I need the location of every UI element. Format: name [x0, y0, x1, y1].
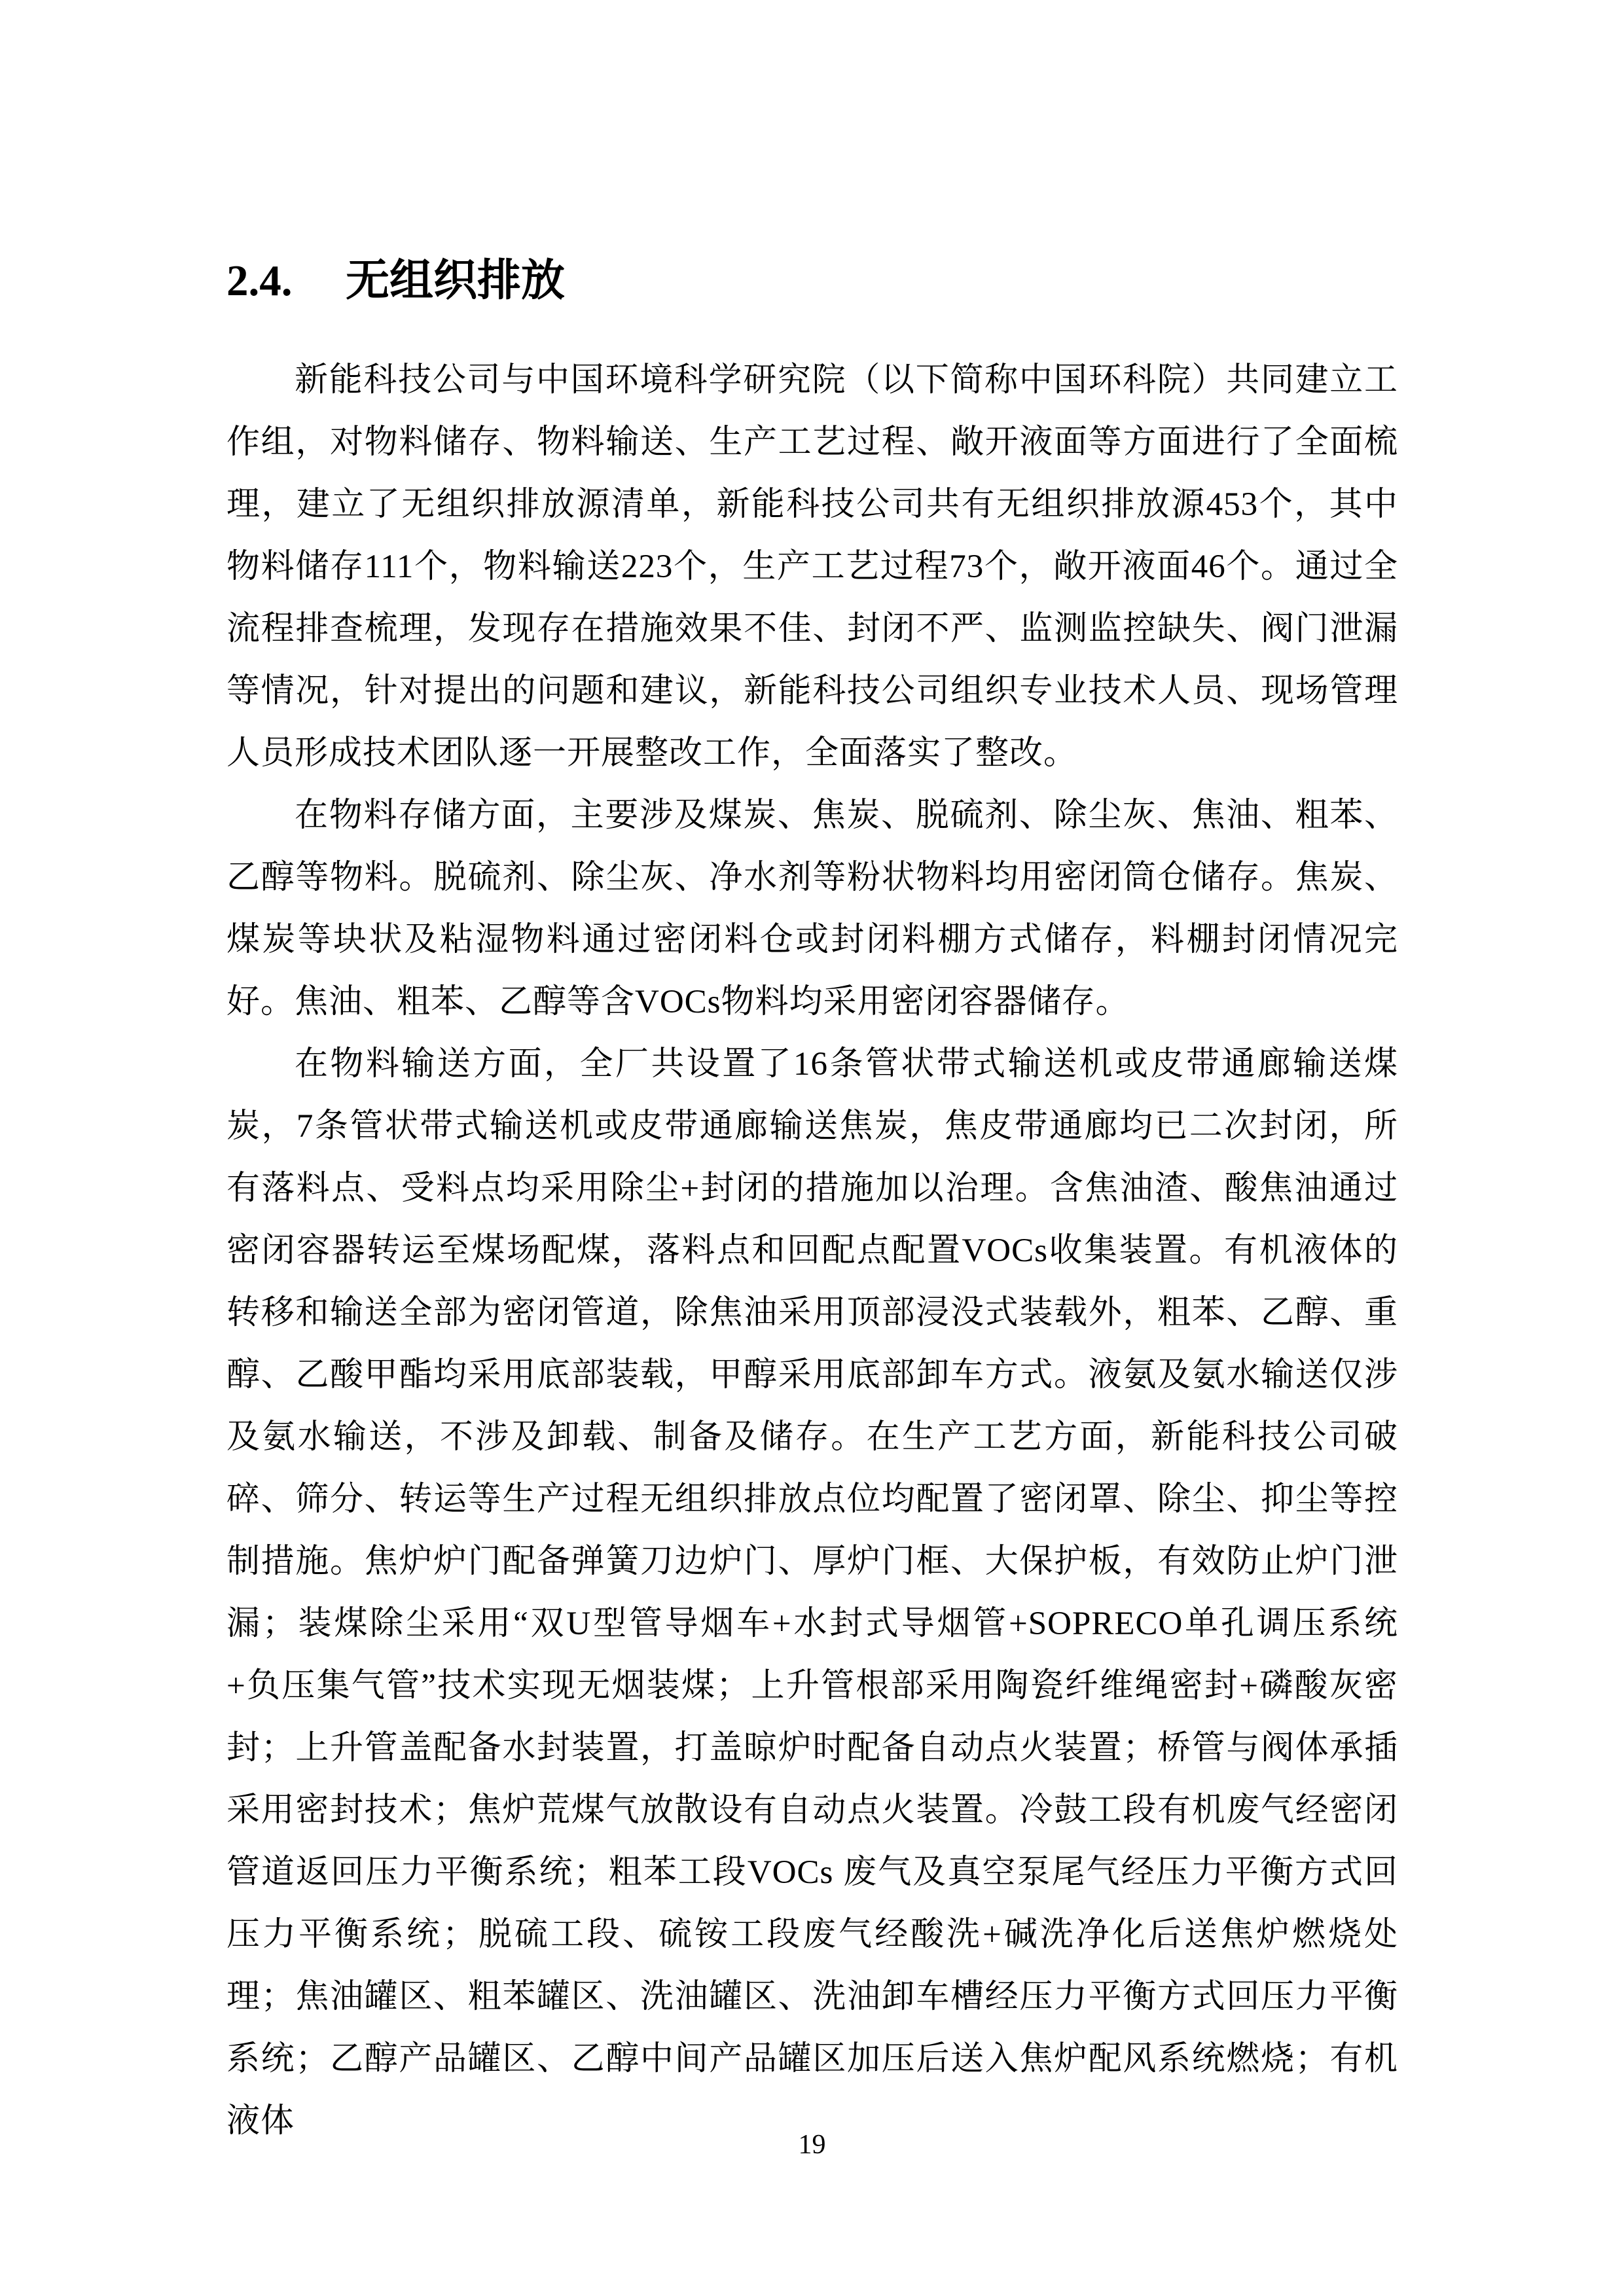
section-heading	[226, 254, 1398, 309]
paragraph-material-storage: 在物料存储方面，主要涉及煤炭、焦炭、脱硫剂、除尘灰、焦油、粗苯、乙醇等物料。脱硫剂、除尘灰、净水剂等粉状物料均用密闭筒仓储存。焦炭、煤炭等块状及粘湿物料通过密闭料仓或封闭料棚方式储存，料棚封闭情况完好。焦油、粗苯、乙醇等含VOCs物料均采用密闭容器储存。	[226, 797, 1398, 1020]
paragraph-overview: 新能科技公司与中国环境科学研究院（以下简称中国环科院）共同建立工作组，对物料储存、物料输送、生产工艺过程、敞开液面等方面进行了全面梳理，建立了无组织排放源清单，新能科技公司共有无组织排放源453个，其中物料储存111个，物料输送223个，生产工艺过程73个，敞开液面46个。通过全流程排查梳理，发现存在措施效果不佳、封闭不严、监测监控缺失、阀门泄漏等情况，针对提出的问题和建议，新能科技公司组织专业技术人员、现场管理人员形成技术团队逐一开展整改工作，全面落实了整改。	[226, 361, 1398, 772]
page-content	[226, 254, 1398, 2153]
section-title: 无组织排放	[346, 257, 565, 305]
section-number: 2.4.	[226, 257, 293, 305]
paragraph-material-transport: 在物料输送方面，全厂共设置了16条管状带式输送机或皮带通廊输送煤炭，7条管状带式输送机或皮带通廊输送焦炭，焦皮带通廊均已二次封闭，所有落料点、受料点均采用除尘+封闭的措施加以治理。含焦油渣、酸焦油通过密闭容器转运至煤场配煤，落料点和回配点配置VOCs收集装置。有机液体的转移和输送全部为密闭管道，除焦油采用顶部浸没式装载外，粗苯、乙醇、重醇、乙酸甲酯均采用底部装载，甲醇采用底部卸车方式。液氨及氨水输送仅涉及氨水输送，不涉及卸载、制备及储存。在生产工艺方面，新能科技公司破碎、筛分、转运等生产过程无组织排放点位均配置了密闭罩、除尘、抑尘等控制措施。焦炉炉门配备弹簧刀边炉门、厚炉门框、大保护板，有效防止炉门泄漏；装煤除尘采用“双U型管导烟车+水封式导烟管+SOPRECO单孔调压系统+负压集气管”技术实现无烟装煤；上升管根部采用陶瓷纤维绳密封+磷酸灰密封；上升管盖配备水封装置，打盖晾炉时配备自动点火装置；桥管与阀体承插采用密封技术；焦炉荒煤气放散设有自动点火装置。冷鼓工段有机废气经密闭管道返回压力平衡系统；粗苯工段VOCs 废气及真空泵尾气经压力平衡方式回压力平衡系统；脱硫工段、硫铵工段废气经酸洗+碱洗净化后送焦炉燃烧处理；焦油罐区、粗苯罐区、洗油罐区、洗油卸车槽经压力平衡方式回压力平衡系统；乙醇产品罐区、乙醇中间产品罐区加压后送入焦炉配风系统燃烧；有机液体	[226, 1045, 1398, 2140]
page-number: 19	[798, 2130, 826, 2160]
